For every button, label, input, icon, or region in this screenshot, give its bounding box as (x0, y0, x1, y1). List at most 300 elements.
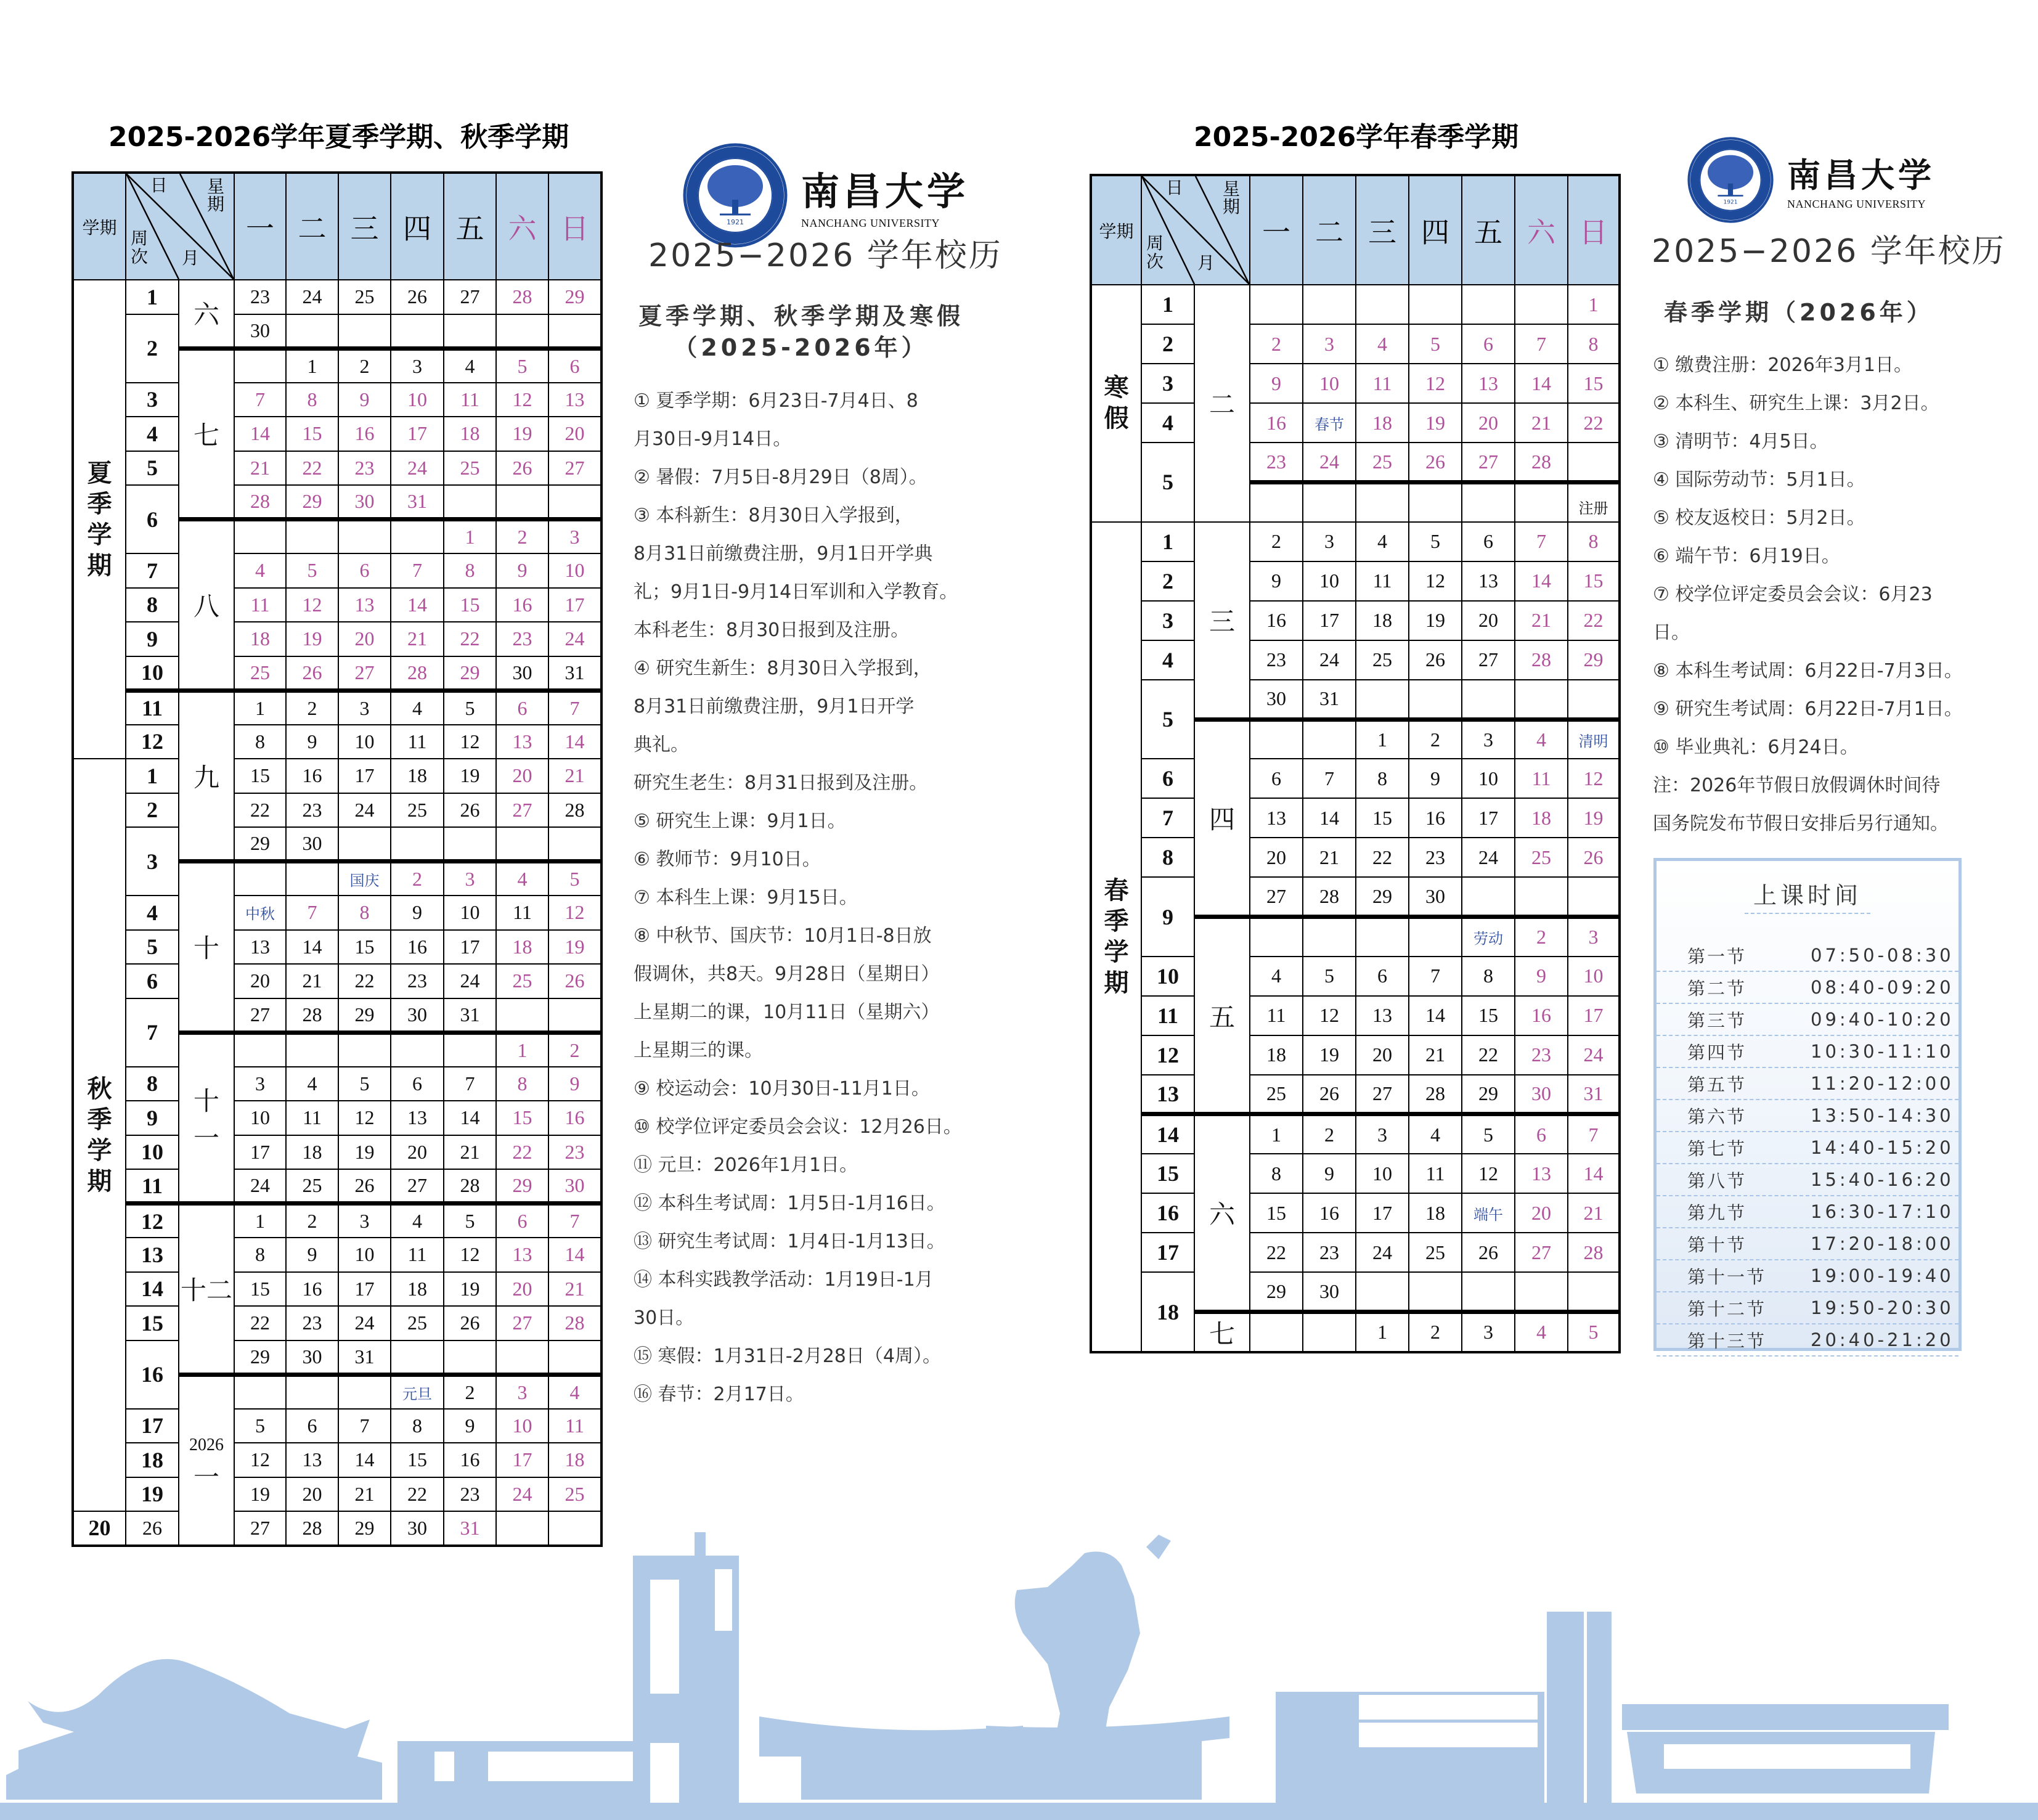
day-cell: 8 (444, 553, 496, 588)
week-number: 1 (126, 280, 179, 314)
day-cell: 6 (548, 348, 601, 383)
note-line: ⑨ 校运动会：10月30日-11月1日。 (634, 1078, 930, 1100)
day-cell: 5 (1462, 1114, 1515, 1154)
diag-label-month: 月 (182, 247, 200, 268)
right-subheading: 春季学期（2026年） (1664, 299, 1934, 326)
day-cell: 27 (444, 280, 496, 314)
day-cell: 15 (1568, 364, 1620, 403)
day-cell: 19 (1409, 601, 1462, 640)
day-cell: 13 (548, 383, 601, 417)
day-cell: 18 (234, 622, 286, 656)
day-cell: 26 (444, 793, 496, 828)
weekday-header-2: 二 (1303, 175, 1356, 285)
note-line: ⑨ 研究生考试周：6月22日-7月1日。 (1653, 698, 1963, 720)
day-cell: 28 (286, 998, 338, 1033)
day-cell: 24 (338, 793, 391, 828)
term-label: 秋 季 学 期 (73, 759, 126, 1511)
day-cell: 20 (1515, 1193, 1568, 1233)
day-cell: 30 (496, 656, 548, 691)
day-cell: 4 (1409, 1114, 1462, 1154)
day-cell: 23 (286, 1306, 338, 1341)
weekday-header-6: 六 (496, 173, 548, 280)
month-label: 十 (179, 862, 234, 1033)
month-label: 六 (179, 280, 234, 348)
day-cell: 10 (1356, 1154, 1409, 1193)
calendar-week-row (73, 1101, 601, 1135)
period-time: 10:30-11:10 (1811, 1041, 1954, 1062)
week-number: 3 (126, 383, 179, 417)
week-number: 15 (1141, 1154, 1194, 1193)
empty-day-cell (548, 1341, 601, 1375)
day-cell: 23 (444, 1477, 496, 1512)
class-period-row (1657, 940, 1959, 972)
note-line: ⑭ 本科实践教学活动：1月19日-1月 (634, 1269, 934, 1291)
day-cell: 24 (286, 280, 338, 314)
day-cell: 11 (1409, 1154, 1462, 1193)
day-cell: 26 (338, 1169, 391, 1204)
calendar-week-row (73, 1409, 601, 1443)
day-cell: 29 (1462, 1075, 1515, 1114)
middle-subheading-line2: （2025-2026年） (674, 334, 929, 362)
empty-day-cell (338, 314, 391, 349)
day-cell: 29 (496, 1169, 548, 1204)
day-cell: 21 (548, 759, 601, 793)
calendar-week-row (73, 690, 601, 725)
day-cell: 16 (391, 930, 444, 965)
diag-label-weekday: 星期 (206, 176, 224, 215)
day-cell: 9 (548, 1067, 601, 1101)
day-cell: 21 (1409, 1035, 1462, 1075)
week-number: 8 (126, 1067, 179, 1101)
calendar-week-row (1091, 1193, 1620, 1233)
note-line: 8月31日前缴费注册，9月1日开学 (634, 696, 915, 717)
day-cell: 28 (548, 1306, 601, 1341)
week-number: 3 (1141, 601, 1194, 640)
day-cell: 25 (1356, 640, 1409, 680)
empty-day-cell (548, 485, 601, 520)
week-number: 4 (126, 417, 179, 451)
month-label: 四 (1194, 719, 1250, 916)
empty-day-cell (1303, 1312, 1356, 1352)
empty-day-cell (548, 314, 601, 349)
diag-label-week: 周次 (1146, 233, 1164, 272)
day-cell: 3 (234, 1067, 286, 1101)
day-cell: 5 (1409, 324, 1462, 364)
day-cell: 3 (548, 520, 601, 554)
empty-day-cell (444, 827, 496, 862)
diag-label-weekday: 星期 (1222, 179, 1240, 218)
day-cell: 9 (286, 1238, 338, 1272)
class-times-list (1657, 940, 1959, 1357)
calendar-week-row (1091, 364, 1620, 403)
day-cell: 3 (338, 1204, 391, 1238)
day-cell: 8 (496, 1067, 548, 1101)
day-cell: 8 (338, 896, 391, 930)
day-cell: 国庆 (338, 862, 391, 896)
empty-day-cell (496, 485, 548, 520)
day-cell: 4 (234, 553, 286, 588)
day-cell: 6 (496, 690, 548, 725)
day-cell: 24 (496, 1477, 548, 1512)
week-number: 2 (126, 793, 179, 828)
day-cell: 24 (444, 964, 496, 998)
weekday-header-4: 四 (1409, 175, 1462, 285)
calendar-week-row (73, 1272, 601, 1307)
empty-day-cell (444, 1341, 496, 1375)
note-line: 本科老生：8月30日报到及注册。 (634, 619, 910, 641)
day-cell: 14 (1409, 996, 1462, 1035)
week-number: 8 (1141, 838, 1194, 877)
note-line: ④ 国际劳动节：5月1日。 (1653, 469, 1865, 491)
week-number: 10 (126, 1135, 179, 1170)
note-line: ⑦ 本科生上课：9月15日。 (634, 887, 858, 908)
period-label: 第九节 (1687, 1202, 1747, 1223)
period-time: 20:40-21:20 (1811, 1329, 1954, 1350)
day-cell: 24 (234, 1169, 286, 1204)
day-cell: 12 (338, 1101, 391, 1135)
day-cell: 23 (1409, 838, 1462, 877)
day-cell: 27 (496, 1306, 548, 1341)
day-cell: 22 (1462, 1035, 1515, 1075)
empty-day-cell (496, 1341, 548, 1375)
day-cell: 28 (1303, 877, 1356, 916)
spring-calendar-table (1090, 174, 1621, 1353)
spring-table-title: 2025-2026学年春季学期 (1194, 121, 1519, 153)
day-cell: 11 (391, 1238, 444, 1272)
day-cell: 5 (496, 348, 548, 383)
day-cell: 6 (391, 1067, 444, 1101)
day-cell: 3 (338, 690, 391, 725)
empty-day-cell (286, 1374, 338, 1409)
note-line: ⑫ 本科生考试周：1月5日-1月16日。 (634, 1193, 945, 1214)
day-cell: 31 (391, 485, 444, 520)
day-cell: 13 (496, 725, 548, 759)
calendar-week-row (1091, 798, 1620, 838)
day-cell: 10 (1303, 561, 1356, 601)
period-label: 第十三节 (1687, 1330, 1767, 1352)
day-cell: 27 (391, 1169, 444, 1204)
week-number: 14 (126, 1272, 179, 1307)
day-cell: 16 (1409, 798, 1462, 838)
empty-day-cell (234, 862, 286, 896)
class-period-row (1657, 1292, 1959, 1324)
note-line: ⑤ 校友返校日：5月2日。 (1653, 507, 1865, 529)
day-cell: 29 (338, 1511, 391, 1546)
calendar-week-row (1091, 1035, 1620, 1075)
week-number: 13 (126, 1238, 179, 1272)
empty-day-cell (391, 1032, 444, 1067)
day-cell: 4 (286, 1067, 338, 1101)
day-cell: 28 (391, 656, 444, 691)
week-number: 11 (126, 690, 179, 725)
week-number: 18 (126, 1443, 179, 1477)
day-cell: 9 (338, 383, 391, 417)
day-cell: 7 (1409, 957, 1462, 996)
day-cell: 3 (1568, 917, 1620, 957)
period-label: 第八节 (1687, 1170, 1747, 1191)
calendar-week-row (73, 656, 601, 691)
day-cell: 18 (444, 417, 496, 451)
note-line: ① 夏季学期：6月23日-7月4日、8 (634, 390, 918, 412)
calendar-week-row (73, 588, 601, 622)
day-cell: 31 (1568, 1075, 1620, 1114)
calendar-week-row (1091, 838, 1620, 877)
day-cell: 3 (1356, 1114, 1409, 1154)
day-cell: 11 (1356, 364, 1409, 403)
empty-day-cell (1356, 285, 1409, 324)
month-label: 七 (1194, 1312, 1250, 1352)
day-cell: 4 (1356, 324, 1409, 364)
week-number: 12 (126, 1204, 179, 1238)
calendar-week-row (1091, 403, 1620, 443)
empty-day-cell (444, 485, 496, 520)
empty-day-cell (1462, 1272, 1515, 1312)
period-time: 19:50-20:30 (1811, 1297, 1954, 1318)
day-cell: 21 (444, 1135, 496, 1170)
day-cell: 24 (391, 451, 444, 486)
day-cell: 25 (1409, 1233, 1462, 1272)
day-cell: 13 (286, 1443, 338, 1477)
day-cell: 25 (548, 1477, 601, 1512)
calendar-week-row (1091, 324, 1620, 364)
period-label: 第六节 (1687, 1106, 1747, 1127)
day-cell: 9 (1303, 1154, 1356, 1193)
empty-day-cell (496, 827, 548, 862)
day-cell: 26 (1568, 838, 1620, 877)
note-line: ⑥ 端午节：6月19日。 (1653, 545, 1840, 567)
day-cell: 6 (496, 1204, 548, 1238)
day-cell: 30 (548, 1169, 601, 1204)
class-period-row (1657, 1004, 1959, 1036)
day-cell: 23 (548, 1135, 601, 1170)
day-cell: 22 (338, 964, 391, 998)
day-cell: 4 (1515, 719, 1568, 759)
note-line: ⑯ 春节：2月17日。 (634, 1384, 804, 1405)
day-cell: 3 (1462, 719, 1515, 759)
summer-autumn-table-title: 2025-2026学年夏季学期、秋季学期 (108, 121, 569, 153)
day-cell: 8 (286, 383, 338, 417)
weekday-header-7: 日 (1568, 175, 1620, 285)
day-cell: 23 (338, 451, 391, 486)
day-cell: 21 (234, 451, 286, 486)
diag-label-day: 日 (1165, 178, 1183, 198)
period-label: 第十节 (1687, 1234, 1747, 1255)
empty-day-cell (444, 314, 496, 349)
day-cell: 24 (1303, 640, 1356, 680)
class-period-row (1657, 972, 1959, 1004)
day-cell: 15 (1250, 1193, 1303, 1233)
week-number: 5 (1141, 443, 1194, 521)
weekday-header-2: 二 (286, 173, 338, 280)
note-line: ⑧ 中秋节、国庆节：10月1日-8日放 (634, 925, 932, 947)
calendar-week-row (1091, 680, 1620, 719)
period-label: 第五节 (1687, 1074, 1747, 1095)
day-cell: 劳动 (1462, 917, 1515, 957)
class-period-row (1657, 1068, 1959, 1100)
day-cell: 10 (391, 383, 444, 417)
period-time: 19:00-19:40 (1811, 1265, 1954, 1286)
day-cell: 6 (1250, 759, 1303, 798)
day-cell: 28 (286, 1511, 338, 1546)
week-number: 10 (1141, 957, 1194, 996)
day-cell: 16 (548, 1101, 601, 1135)
day-cell: 15 (1568, 561, 1620, 601)
day-cell: 13 (234, 930, 286, 965)
day-cell: 14 (338, 1443, 391, 1477)
weekday-header-1: 一 (1250, 175, 1303, 285)
term-label: 春 季 学 期 (1091, 522, 1141, 1352)
class-period-row (1657, 1132, 1959, 1164)
week-number: 1 (126, 759, 179, 793)
empty-day-cell (338, 1032, 391, 1067)
calendar-week-row (73, 383, 601, 417)
day-cell: 18 (1356, 403, 1409, 443)
month-label: 十 一 (179, 1032, 234, 1204)
calendar-week-row (73, 759, 601, 793)
day-cell: 16 (1250, 601, 1303, 640)
day-cell: 26 (548, 964, 601, 998)
day-cell: 注册 (1568, 482, 1620, 521)
note-line: 国务院发布节假日安排后另行通知。 (1653, 813, 1949, 835)
empty-day-cell (1515, 877, 1568, 916)
calendar-week-row (1091, 1114, 1620, 1154)
day-cell: 2 (548, 1032, 601, 1067)
week-number: 5 (126, 930, 179, 965)
day-cell: 10 (1462, 759, 1515, 798)
day-cell: 22 (1568, 601, 1620, 640)
day-cell: 20 (548, 417, 601, 451)
calendar-week-row (1091, 1233, 1620, 1272)
note-line: ⑦ 校学位评定委员会会议：6月23 (1653, 584, 1933, 605)
day-cell: 4 (496, 862, 548, 896)
calendar-week-row (73, 793, 601, 828)
day-cell: 23 (391, 964, 444, 998)
day-cell: 中秋 (234, 896, 286, 930)
day-cell: 23 (496, 622, 548, 656)
day-cell: 9 (391, 896, 444, 930)
day-cell: 6 (1515, 1114, 1568, 1154)
week-number: 9 (126, 1101, 179, 1135)
day-cell: 30 (1409, 877, 1462, 916)
note-line: 注：2026年节假日放假调休时间待 (1653, 775, 1941, 796)
empty-day-cell (234, 348, 286, 383)
empty-day-cell (1250, 482, 1303, 521)
day-cell: 23 (1515, 1035, 1568, 1075)
day-cell: 元旦 (391, 1374, 444, 1409)
day-cell: 10 (1303, 364, 1356, 403)
weekday-header-7: 日 (548, 173, 601, 280)
empty-day-cell (548, 998, 601, 1033)
day-cell: 3 (391, 348, 444, 383)
note-line: ⑪ 元旦：2026年1月1日。 (634, 1154, 858, 1176)
week-number: 19 (126, 1477, 179, 1512)
calendar-week-row (1091, 522, 1620, 561)
day-cell: 12 (1568, 759, 1620, 798)
day-cell: 11 (1356, 561, 1409, 601)
middle-subheading-line1: 夏季学期、秋季学期及寒假 (638, 303, 964, 330)
week-number: 6 (126, 964, 179, 998)
day-cell: 5 (1303, 957, 1356, 996)
calendar-week-row (1091, 601, 1620, 640)
day-cell: 30 (1303, 1272, 1356, 1312)
week-number: 9 (1141, 877, 1194, 956)
week-number: 2 (126, 314, 179, 383)
day-cell: 25 (338, 280, 391, 314)
svg-text:1921: 1921 (727, 218, 744, 226)
empty-day-cell (1568, 1272, 1620, 1312)
diag-label-day: 日 (150, 175, 168, 195)
day-cell: 7 (391, 553, 444, 588)
day-cell: 30 (391, 998, 444, 1033)
day-cell: 7 (1515, 324, 1568, 364)
day-cell: 11 (234, 588, 286, 622)
note-line: 上星期三的课。 (634, 1040, 763, 1061)
week-number: 1 (1141, 522, 1194, 561)
day-cell: 19 (548, 930, 601, 965)
week-number: 7 (1141, 798, 1194, 838)
period-time: 13:50-14:30 (1811, 1105, 1954, 1126)
day-cell: 12 (496, 383, 548, 417)
day-cell: 14 (1568, 1154, 1620, 1193)
note-line: ⑥ 教师节：9月10日。 (634, 849, 821, 870)
week-number: 6 (1141, 759, 1194, 798)
class-times-box (1653, 858, 1962, 1351)
week-number: 11 (126, 1169, 179, 1204)
calendar-week-row (73, 622, 601, 656)
day-cell: 6 (1356, 957, 1409, 996)
day-cell: 21 (1568, 1193, 1620, 1233)
day-cell: 28 (548, 793, 601, 828)
day-cell: 18 (496, 930, 548, 965)
day-cell: 2 (496, 520, 548, 554)
day-cell: 4 (1515, 1312, 1568, 1352)
day-cell: 26 (1303, 1075, 1356, 1114)
middle-subheading (629, 301, 974, 364)
day-cell: 10 (338, 1238, 391, 1272)
period-label: 第四节 (1687, 1042, 1747, 1063)
day-cell: 25 (1356, 443, 1409, 482)
day-cell: 13 (338, 588, 391, 622)
day-cell: 7 (548, 690, 601, 725)
week-number: 3 (1141, 364, 1194, 403)
day-cell: 14 (234, 417, 286, 451)
empty-day-cell (1409, 917, 1462, 957)
day-cell: 2 (338, 348, 391, 383)
day-cell: 1 (1356, 1312, 1409, 1352)
day-cell: 9 (1409, 759, 1462, 798)
day-cell: 25 (444, 451, 496, 486)
day-cell: 26 (126, 1511, 179, 1546)
campus-skyline-icon (0, 1510, 2038, 1820)
day-cell: 7 (1568, 1114, 1620, 1154)
empty-day-cell (1409, 1272, 1462, 1312)
day-cell: 28 (1515, 640, 1568, 680)
weekday-header-1: 一 (234, 173, 286, 280)
day-cell: 29 (1568, 640, 1620, 680)
day-cell: 12 (548, 896, 601, 930)
day-cell: 16 (496, 588, 548, 622)
term-label: 寒 假 (1091, 285, 1141, 522)
day-cell: 1 (1568, 285, 1620, 324)
calendar-week-row (73, 1306, 601, 1341)
week-number: 2 (1141, 324, 1194, 364)
day-cell: 15 (391, 1443, 444, 1477)
day-cell: 5 (548, 862, 601, 896)
week-number: 4 (1141, 640, 1194, 680)
day-cell: 2 (286, 690, 338, 725)
day-cell: 18 (286, 1135, 338, 1170)
week-number: 3 (126, 827, 179, 896)
